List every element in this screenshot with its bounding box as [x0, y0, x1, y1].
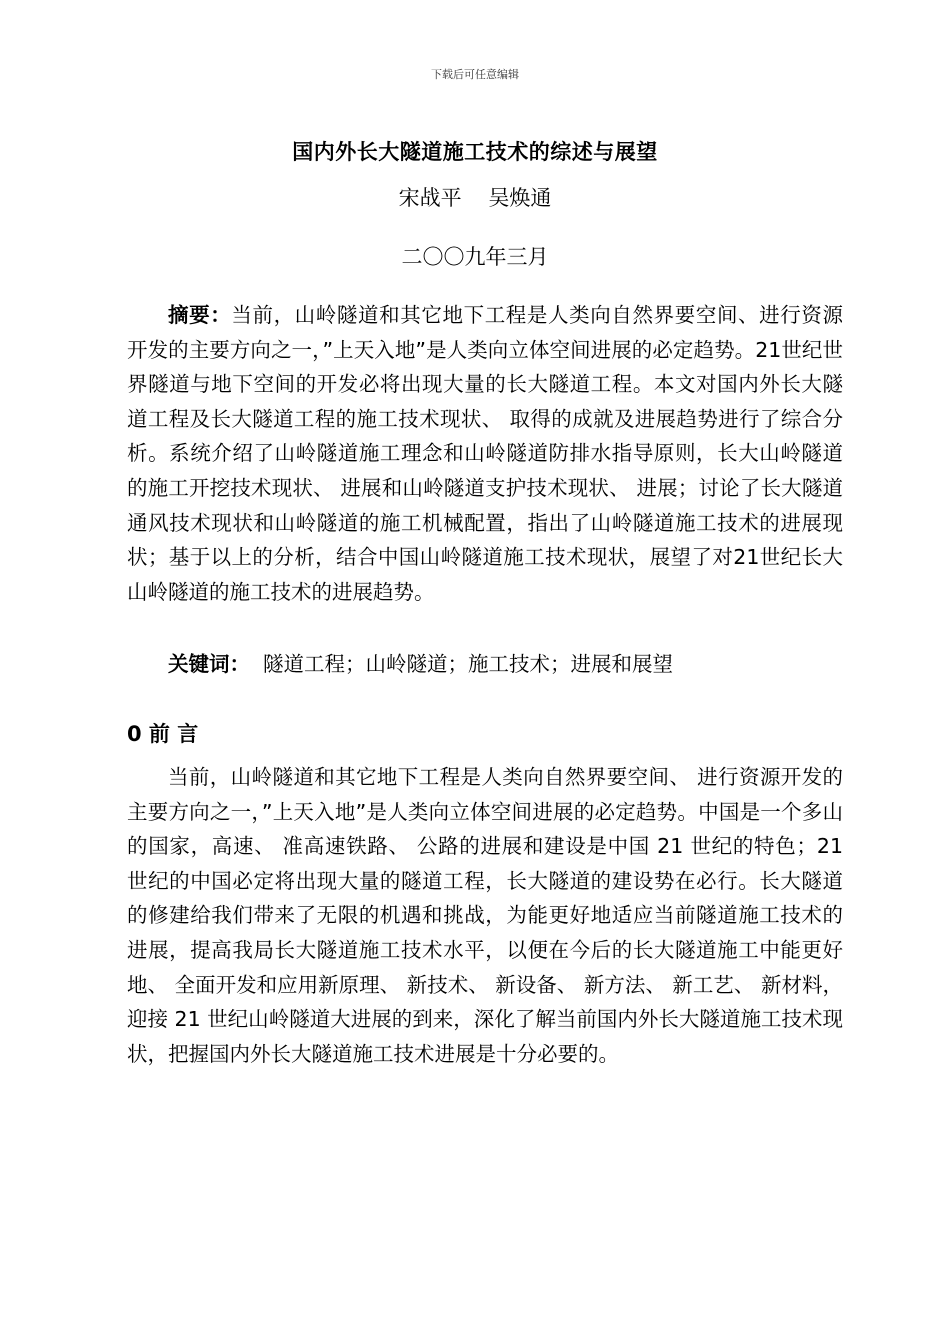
keywords-text: 隧道工程；山岭隧道；施工技术；进展和展望: [250, 652, 674, 676]
keywords-line: [127, 647, 843, 682]
section-heading: 0 前 言: [127, 722, 199, 746]
keywords-label: 关键词：: [168, 652, 250, 676]
abstract-text: 当前，山岭隧道和其它地下工程是人类向自然界要空间、进行资源开发的主要方向之一，”上天入地”是人类向立体空间进展的必定趋势。21世纪世界隧道与地下空间的开发必将出现大量的长大隧道工程。本文对国内外长大隧道工程及长大隧道工程的施工技术现状、 取得的成就及进展趋势进行了综合分析。系统介绍了山岭隧道施工理念和山岭隧道防排水指导原则，长大山岭隧道的施工开挖技术现状、 进展和山岭隧道支护技术现状、 进展；讨论了长大隧道通风技术现状和山岭隧道的施工机械配置，指出了山岭隧道施工技术的进展现状；基于以上的分析，结合中国山岭隧道施工技术现状，展望了对21世纪长大山岭隧道的施工技术的进展趋势。: [127, 303, 844, 604]
document-date: 二〇〇九年三月: [401, 245, 549, 269]
authors: 宋战平 吴焕通: [398, 186, 552, 210]
header-note: 下载后可任意编辑: [431, 68, 519, 81]
abstract-label: 摘要：: [168, 303, 232, 327]
document-title: 国内外长大隧道施工技术的综述与展望: [292, 140, 658, 164]
intro-paragraph: 当前，山岭隧道和其它地下工程是人类向自然界要空间、 进行资源开发的主要方向之一，”上天入地”是人类向立体空间进展的必定趋势。中国是一个多山的国家，高速、 准高速铁路、 公路的进展和建设是中国 21 世纪的特色；21 世纪的中国必定将出现大量的隧道工程，长大隧道的建设势在必行。长大隧道的修建给我们带来了无限的机遇和挑战，为能更好地适应当前隧道施工技术的进展，提高我局长大隧道施工技术水平，以便在今后的长大隧道施工中能更好地、 全面开发和应用新原理、 新技术、 新设备、 新方法、 新工艺、 新材料， 迎接 21 世纪山岭隧道大进展的到来，深化了解当前国内外长大隧道施工技术现状，把握国内外长大隧道施工技术进展是十分必要的。: [127, 765, 843, 1066]
abstract-paragraph: [127, 298, 843, 609]
